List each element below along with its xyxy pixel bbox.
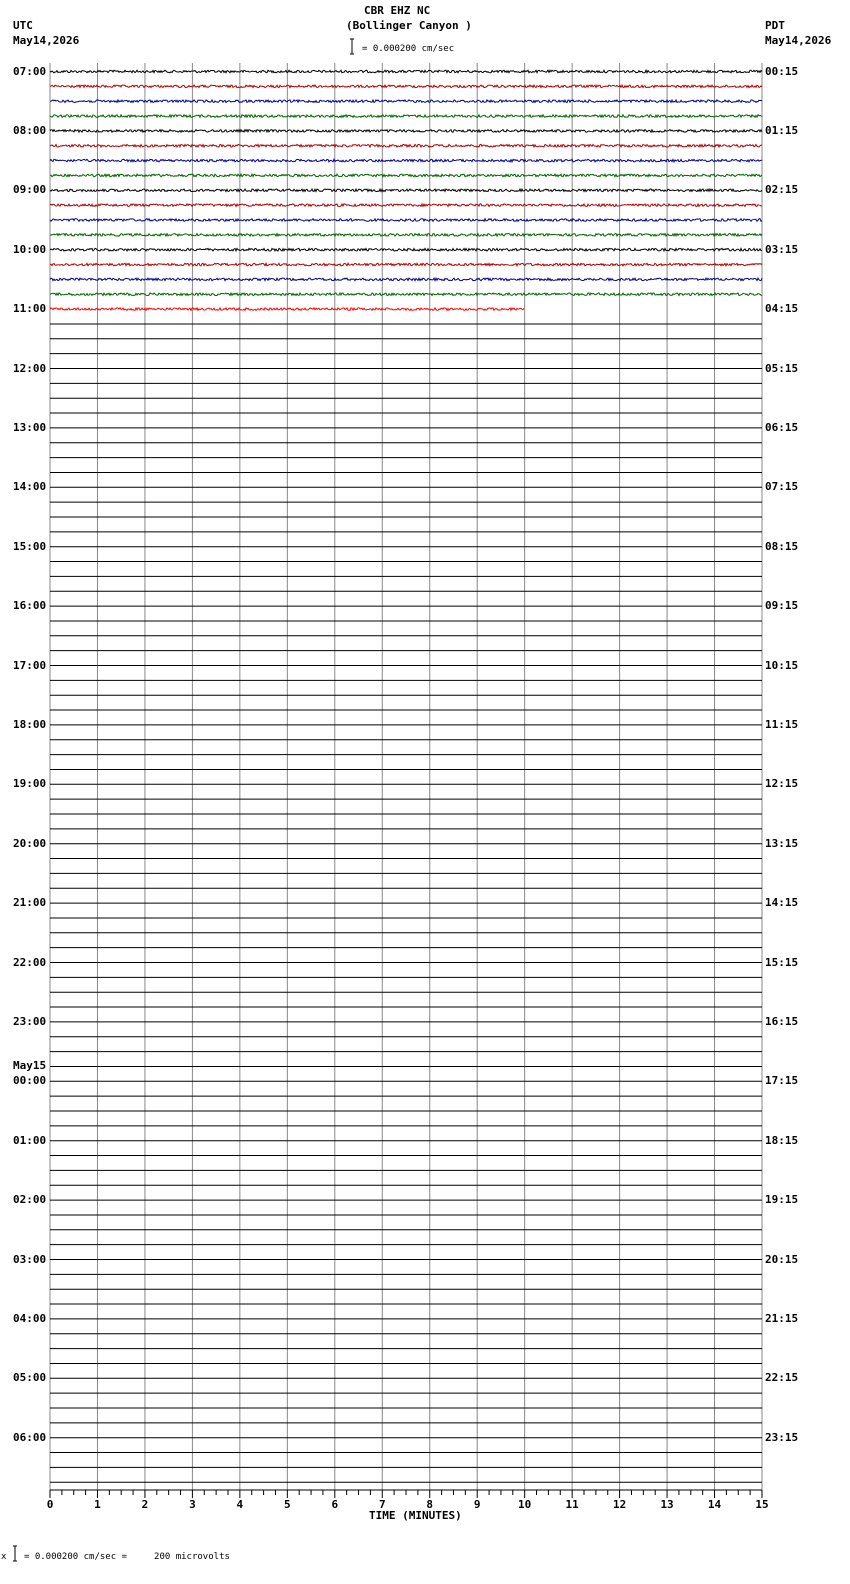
left-hour-label: 14:00 bbox=[13, 480, 47, 494]
x-tick-label: 13 bbox=[660, 1498, 674, 1511]
right-hour-label: 16:15 bbox=[765, 1014, 799, 1028]
right-hour-label: 05:15 bbox=[765, 361, 799, 375]
right-hour-label: 15:15 bbox=[765, 955, 799, 969]
left-hour-label: 15:00 bbox=[13, 539, 47, 553]
right-hour-label: 18:15 bbox=[765, 1133, 799, 1147]
left-hour-label: 12:00 bbox=[13, 361, 47, 375]
left-hour-label: 21:00 bbox=[13, 896, 47, 910]
scale-bar bbox=[13, 39, 354, 1561]
right-hour-label: 10:15 bbox=[765, 658, 799, 672]
right-hour-label: 20:15 bbox=[765, 1252, 799, 1266]
x-tick-label: 9 bbox=[473, 1498, 481, 1511]
left-hour-label: 17:00 bbox=[13, 658, 47, 672]
right-hour-label: 14:15 bbox=[765, 896, 799, 910]
left-hour-label: 22:00 bbox=[13, 955, 47, 969]
right-hour-label: 22:15 bbox=[765, 1371, 799, 1385]
left-hour-label: 23:00 bbox=[13, 1014, 47, 1028]
right-hour-label: 19:15 bbox=[765, 1193, 799, 1207]
right-hour-label: 13:15 bbox=[765, 836, 799, 850]
left-hour-label: 13:00 bbox=[13, 420, 47, 434]
left-hour-label: 09:00 bbox=[13, 183, 47, 197]
right-hour-label: 08:15 bbox=[765, 539, 799, 553]
left-hour-label: 02:00 bbox=[13, 1193, 47, 1207]
seismic-trace bbox=[50, 159, 762, 162]
left-hour-label: 03:00 bbox=[13, 1252, 47, 1266]
right-date: May14,2026 bbox=[765, 34, 832, 47]
left-date: May14,2026 bbox=[13, 34, 80, 47]
seismic-trace bbox=[50, 144, 762, 147]
right-hour-label: 07:15 bbox=[765, 480, 799, 494]
x-tick-label: 2 bbox=[141, 1498, 149, 1511]
footer-marker: x bbox=[1, 1552, 7, 1562]
seismic-trace bbox=[50, 293, 762, 296]
left-hour-label: 06:00 bbox=[13, 1430, 47, 1444]
x-tick-label: 8 bbox=[426, 1498, 434, 1511]
left-hour-label: 08:00 bbox=[13, 123, 47, 137]
left-hour-label: 11:00 bbox=[13, 302, 47, 316]
x-tick-label: 1 bbox=[94, 1498, 101, 1511]
seismic-trace bbox=[50, 263, 762, 266]
x-tick-label: 5 bbox=[284, 1498, 291, 1511]
right-hour-label: 21:15 bbox=[765, 1311, 799, 1325]
seismic-trace bbox=[50, 248, 762, 251]
left-hour-label: 20:00 bbox=[13, 836, 47, 850]
left-hour-label: 07:00 bbox=[13, 64, 47, 78]
left-hour-label: 01:00 bbox=[13, 1133, 47, 1147]
seismic-trace bbox=[50, 234, 762, 237]
seismic-trace bbox=[50, 70, 762, 73]
left-hour-label: 18:00 bbox=[13, 717, 47, 731]
date-change-label: May15 bbox=[13, 1059, 47, 1073]
x-tick-label: 6 bbox=[331, 1498, 339, 1511]
x-tick-label: 3 bbox=[189, 1498, 196, 1511]
seismic-trace bbox=[50, 100, 762, 103]
right-hour-label: 11:15 bbox=[765, 717, 799, 731]
station-location: (Bollinger Canyon ) bbox=[346, 19, 472, 32]
left-hour-label: 19:00 bbox=[13, 777, 47, 791]
station-title: CBR EHZ NC bbox=[364, 4, 431, 17]
right-hour-label: 23:15 bbox=[765, 1430, 799, 1444]
left-hour-label: 16:00 bbox=[13, 599, 47, 613]
time-axis bbox=[47, 1490, 769, 1511]
scale-label: = 0.000200 cm/sec bbox=[362, 44, 455, 54]
right-hour-label: 01:15 bbox=[765, 123, 799, 137]
x-tick-label: 7 bbox=[378, 1498, 386, 1511]
left-hour-label: 10:00 bbox=[13, 242, 47, 256]
right-hour-label: 00:15 bbox=[765, 64, 799, 78]
x-tick-label: 10 bbox=[518, 1498, 532, 1511]
right-hour-label: 02:15 bbox=[765, 183, 799, 197]
seismic-trace bbox=[50, 278, 762, 281]
seismic-trace bbox=[50, 204, 762, 207]
right-hour-label: 04:15 bbox=[765, 302, 799, 316]
right-hour-label: 12:15 bbox=[765, 777, 799, 791]
left-timezone: UTC bbox=[13, 19, 33, 32]
x-tick-label: 0 bbox=[46, 1498, 54, 1511]
left-hour-label: 05:00 bbox=[13, 1371, 47, 1385]
x-tick-label: 12 bbox=[612, 1498, 627, 1511]
x-tick-label: 4 bbox=[236, 1498, 244, 1511]
footer-scale-label: = 0.000200 cm/sec = 200 microvolts bbox=[24, 1552, 230, 1562]
right-timezone: PDT bbox=[765, 19, 785, 32]
seismic-trace bbox=[50, 219, 762, 222]
left-hour-label: 00:00 bbox=[13, 1074, 47, 1088]
right-hour-label: 03:15 bbox=[765, 242, 799, 256]
seismic-trace bbox=[50, 130, 762, 133]
x-tick-label: 14 bbox=[707, 1498, 722, 1511]
right-hour-label: 17:15 bbox=[765, 1074, 799, 1088]
seismic-trace bbox=[50, 85, 762, 88]
x-tick-label: 11 bbox=[565, 1498, 579, 1511]
seismic-traces bbox=[50, 70, 762, 310]
right-hour-label: 06:15 bbox=[765, 420, 799, 434]
x-axis-title: TIME (MINUTES) bbox=[369, 1509, 462, 1522]
seismic-trace bbox=[50, 174, 762, 177]
left-hour-label: 04:00 bbox=[13, 1311, 47, 1325]
right-hour-label: 09:15 bbox=[765, 599, 799, 613]
seismic-trace bbox=[50, 115, 762, 118]
x-tick-label: 15 bbox=[755, 1498, 769, 1511]
grid-lines bbox=[50, 63, 762, 1490]
seismic-trace bbox=[50, 189, 762, 192]
